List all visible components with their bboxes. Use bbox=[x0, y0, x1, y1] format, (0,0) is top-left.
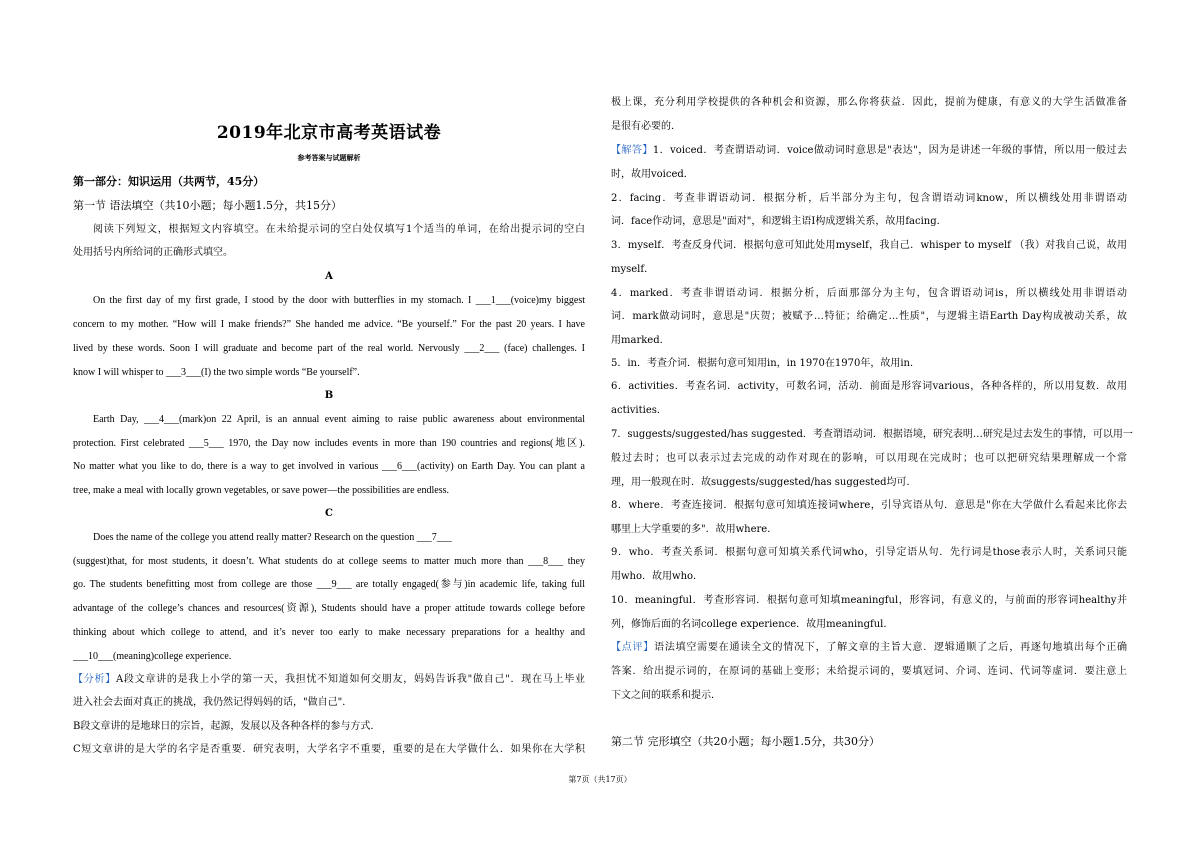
passage-c-line: Does the name of the college you attend really matter? Research on the question ___7___ bbox=[93, 532, 452, 543]
answer-line: 7．suggests/suggested/has suggested．考查谓语动词．根据语境，研究表明…研究是过去发生的事情，可以用一 bbox=[611, 429, 1133, 440]
answer-line: 2．facing．考查非谓语动词．根据分析，后半部分为主句，包含谓语动词know，所以横线处用非谓语动 bbox=[611, 193, 1127, 204]
answer-line: 6．activities．考查名词．activity，可数名词，活动．前面是形容词various，各种各样的，所以用复数．故用 bbox=[611, 381, 1127, 392]
page-footer: 第7页（共17页） bbox=[568, 775, 632, 784]
answer-text: 1．voiced．考查谓语动词．voice做动词时意思是"表达"，因为是讲述一年级的事情，所以用一般过去 bbox=[652, 145, 1127, 156]
answer-line: 时，故用voiced． bbox=[611, 169, 694, 180]
passage-c-line: go. The students benefitting most from college are those ___9___ are totally engaged(参与)in academic life, taking full bbox=[73, 579, 585, 590]
answer-tag: 【解答】 bbox=[611, 145, 653, 156]
passage-a-label: A bbox=[325, 271, 333, 282]
analysis-tag: 【分析】 bbox=[73, 674, 116, 685]
passage-a-line: know I will whisper to ___3___(I) the two simple words “Be yourself”. bbox=[73, 367, 360, 378]
answer-line: 理，用一般现在时．故suggests/suggested/has suggested均可． bbox=[611, 477, 917, 488]
answer-line: 9．who．考查关系词．根据句意可知填关系代词who，引导定语从句．先行词是those表示人时，关系词只能 bbox=[611, 547, 1127, 558]
answer-line: 用marked． bbox=[611, 335, 670, 346]
answer-line: 5．in．考查介词．根据句意可知用in，in 1970在1970年，故用in． bbox=[611, 358, 920, 369]
answer-line: 10．meaningful．考查形容词．根据句意可知填meaningful，形容词，有意义的，与前面的形容词healthy并 bbox=[611, 595, 1127, 606]
analysis-line bbox=[73, 674, 585, 686]
page-subtitle: 参考答案与试题解析 bbox=[297, 153, 361, 162]
answer-line bbox=[611, 145, 1127, 157]
instructions-line: 阅读下列短文，根据短文内容填空。在未给提示词的空白处仅填写1个适当的单词，在给出提示词的空白 bbox=[93, 224, 585, 235]
analysis-text: A段文章讲的是我上小学的第一天，我担忧不知道如何交朋友，妈妈告诉我"做自己"．现在马上毕业 bbox=[115, 674, 586, 685]
passage-a-line: concern to my mother. “How will I make friends?” She handed me advice. “Be yourself.” For the past 20 years. I have bbox=[73, 319, 585, 330]
answer-line: 4．marked．考查非谓语动词．根据分析，后面那部分为主句，包含谓语动词is，所以横线处用非谓语动 bbox=[611, 288, 1127, 299]
answer-line: 用who．故用who． bbox=[611, 571, 704, 582]
instructions-line: 处用括号内所给词的正确形式填空。 bbox=[73, 247, 233, 258]
comment-text: 语法填空需要在通读全文的情况下，了解文章的主旨大意．逻辑通顺了之后，再逐句地填出每个正确 bbox=[654, 642, 1128, 653]
comment-line: 答案．给出提示词的，在原词的基础上变形；未给提示词的，要填冠词、介词、连词、代词等虚词．要注意上 bbox=[611, 666, 1127, 677]
part1-heading: 第一部分：知识运用（共两节，45分） bbox=[73, 175, 265, 188]
comment-line bbox=[611, 642, 1127, 654]
passage-b-line: Earth Day, ___4___(mark)on 22 April, is an annual event aiming to raise public awareness about environmental bbox=[93, 414, 585, 425]
answer-line: 般过去时；也可以表示过去完成的动作对现在的影响，可以用现在完成时；也可以把研究结果理解成一个常 bbox=[611, 453, 1127, 464]
passage-a-line: lived by these words. Soon I will graduate and become part of the real world. Nervously ___2___ (face) challenges. I bbox=[73, 343, 585, 354]
answer-line: 列，修饰后面的名词college experience．故用meaningful． bbox=[611, 619, 894, 630]
comment-tag: 【点评】 bbox=[611, 642, 655, 653]
answer-line: 哪里上大学重要的多"．故用where． bbox=[611, 524, 778, 535]
passage-b-line: protection. First celebrated ___5___ 1970, the Day now includes events in more than 190 countries and regions(地区). bbox=[73, 438, 585, 449]
page-title: 2019年北京市高考英语试卷 bbox=[216, 123, 442, 143]
analysis-line: C短文章讲的是大学的名字是否重要．研究表明，大学名字不重要，重要的是在大学做什么．如果你在大学积 bbox=[73, 744, 585, 755]
answer-line: 词．face作动词，意思是"面对"，和逻辑主语I构成逻辑关系，故用facing． bbox=[611, 216, 947, 227]
analysis-line: B段文章讲的是地球日的宗旨，起源，发展以及各种各样的参与方式． bbox=[73, 721, 381, 732]
passage-b-label: B bbox=[324, 390, 334, 401]
comment-line: 下文之间的联系和提示． bbox=[611, 690, 721, 701]
section1-heading: 第一节 语法填空（共10小题；每小题1.5分，共15分） bbox=[73, 199, 342, 212]
answer-line: 词．mark做动词时，意思是"庆贺；被赋予…特征；给确定…性质"，与逻辑主语Earth Day构成被动关系，故 bbox=[611, 311, 1127, 322]
passage-c-label: C bbox=[325, 508, 333, 519]
passage-b-line: tree, make a meal with locally grown vegetables, or save power—the possibilities are endless. bbox=[73, 485, 449, 496]
analysis-continued-line: 是很有必要的． bbox=[611, 121, 681, 132]
answer-line: myself． bbox=[611, 264, 655, 275]
passage-c-line: (suggest)that, for most students, it doesn’t. What students do at college seems to matter much more than ___8___ they bbox=[73, 556, 585, 567]
passage-b-line: No matter what you like to do, there is a way to get involved in various ___6___(activity) on Earth Day. You can plant a bbox=[73, 461, 585, 472]
section2-heading: 第二节 完形填空（共20小题；每小题1.5分，共30分） bbox=[611, 735, 880, 748]
passage-a-line: On the first day of my first grade, I stood by the door with butterflies in my stomach. I ___1___(voice)my biggest bbox=[93, 295, 585, 306]
answer-line: 8．where．考查连接词．根据句意可知填连接词where，引导宾语从句．意思是"你在大学做什么看起来比你去 bbox=[611, 500, 1127, 511]
analysis-line: 进入社会去面对真正的挑战，我仍然记得妈妈的话，"做自己"． bbox=[73, 697, 353, 708]
analysis-continued-line: 极上课，充分利用学校提供的各种机会和资源，那么你将获益．因此，提前为健康，有意义的大学生活做准备 bbox=[611, 97, 1127, 108]
passage-c-line: advantage of the college’s chances and resources(资源), Students should have a proper attitude towards college before bbox=[73, 603, 585, 614]
answer-line: 3．myself．考查反身代词．根据句意可知此处用myself，我自己．whisper to myself （我）对我自己说，故用 bbox=[611, 240, 1127, 251]
answer-line: activities． bbox=[611, 405, 667, 416]
passage-c-line: thinking about which college to attend, and it’s never too early to make necessary preparations for a healthy and bbox=[73, 627, 585, 638]
passage-c-line: ___10___(meaning)college experience. bbox=[73, 651, 232, 662]
